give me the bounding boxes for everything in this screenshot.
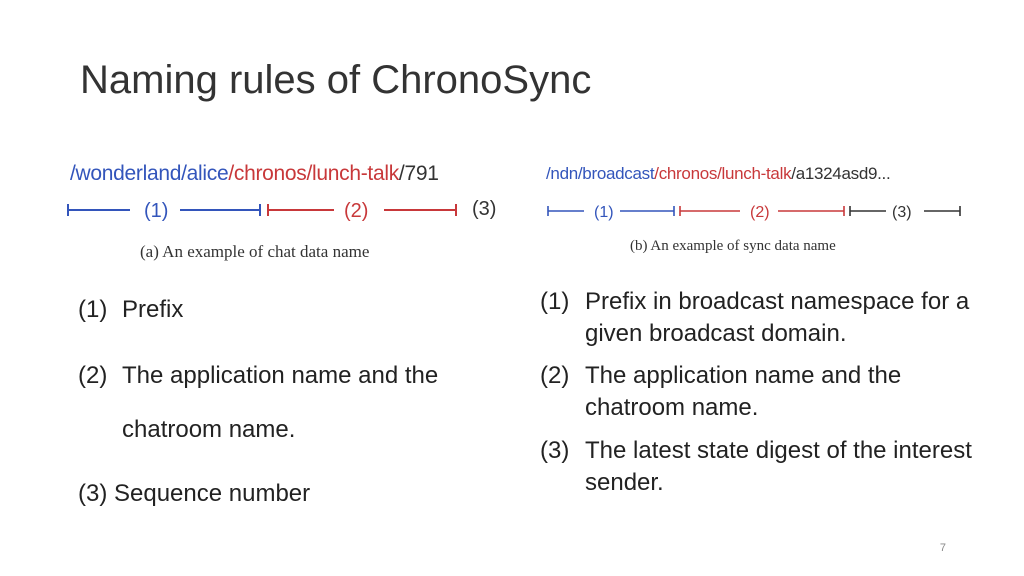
sync-name-app: /chronos/lunch-talk — [654, 164, 792, 183]
sync-label-3: (3) — [892, 204, 912, 221]
chat-name-app: /chronos/lunch-talk — [228, 162, 399, 185]
list-item-text: Prefix — [122, 296, 184, 323]
sync-label-2: (2) — [750, 204, 770, 221]
chat-label-2: (2) — [344, 200, 369, 222]
slide-title: Naming rules of ChronoSync — [80, 58, 592, 102]
list-item — [78, 296, 183, 324]
list-item-text: Prefix in broadcast namespace for a given broadcast domain. — [585, 288, 970, 347]
chat-name-prefix: /wonderland/alice — [70, 162, 229, 185]
list-item-text: The application name and the chatroom name. — [585, 362, 902, 421]
list-item-text: The application name and the — [122, 362, 439, 389]
list-item-number: (1) — [78, 296, 108, 323]
chat-label-1: (1) — [144, 200, 169, 222]
chat-name-seq: /791 — [398, 162, 439, 185]
list-item-text: The latest state digest of the interest sender. — [585, 437, 972, 496]
sync-figure-caption: (b) An example of sync data name — [630, 238, 836, 254]
list-item-number: (2) — [540, 362, 570, 389]
list-item-number: (1) — [540, 288, 570, 315]
sync-name-brackets — [540, 158, 980, 238]
list-item-text: (3) Sequence number — [78, 480, 311, 507]
list-item-text: chatroom name. — [122, 416, 296, 443]
figure-sync-data-name — [540, 158, 980, 258]
sync-name-digest: /a1324asd9... — [791, 164, 891, 183]
sync-name-prefix: /ndn/broadcast — [546, 164, 655, 183]
chat-name-brackets — [64, 158, 512, 238]
list-item-number: (2) — [78, 362, 108, 389]
list-item-number: (3) — [540, 437, 570, 464]
list-item — [78, 480, 310, 508]
page-number: 7 — [939, 542, 946, 554]
sync-label-1: (1) — [594, 204, 614, 221]
figure-chat-data-name — [64, 158, 512, 268]
chat-figure-caption: (a) An example of chat data name — [140, 242, 370, 261]
list-item — [78, 362, 438, 390]
chat-label-3: (3) — [472, 198, 497, 220]
list-item — [78, 416, 295, 444]
